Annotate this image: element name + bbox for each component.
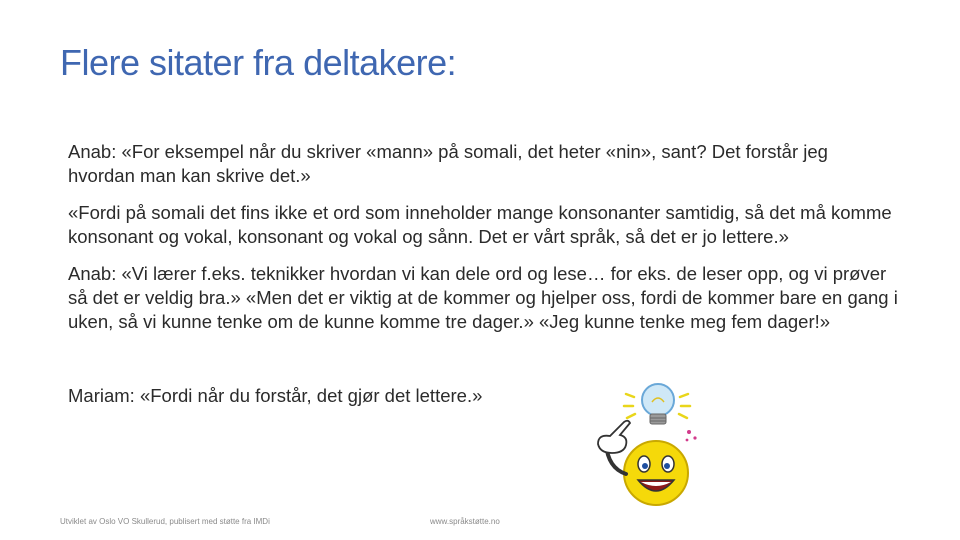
footer-website: www.språkstøtte.no: [430, 517, 500, 526]
smiley-lightbulb-idea-icon: [588, 378, 708, 518]
slide-title: Flere sitater fra deltakere:: [60, 42, 457, 83]
quote-mariam: Mariam: «Fordi når du forstår, det gjør det lettere.»: [68, 385, 483, 406]
footer-credit: Utviklet av Oslo VO Skullerud, publisert med støtte fra IMDi: [60, 517, 270, 526]
quotes-body: [68, 140, 898, 421]
quote-anab-2: Anab: «Vi lærer f.eks. teknikker hvordan vi kan dele ord og lese… for eks. de leser opp, og vi prøver så det er veldig bra.» «Men det er viktig at de kommer og hjelper oss, fordi de kommer bare en gang i uken, så vi kunne tenke om de kunne komme tre dager.» «Jeg kunne tenke meg fem dager!»: [68, 263, 898, 332]
quote-anab-1: Anab: «For eksempel når du skriver «mann» på somali, det heter «nin», sant? Det forstår jeg hvordan man kan skrive det.»: [68, 141, 828, 186]
quote-somali-language: «Fordi på somali det fins ikke et ord som inneholder mange konsonanter samtidig, så det må komme konsonant og vokal, konsonant og vokal og sånn. Det er vårt språk, så det er jo lettere.»: [68, 202, 892, 247]
